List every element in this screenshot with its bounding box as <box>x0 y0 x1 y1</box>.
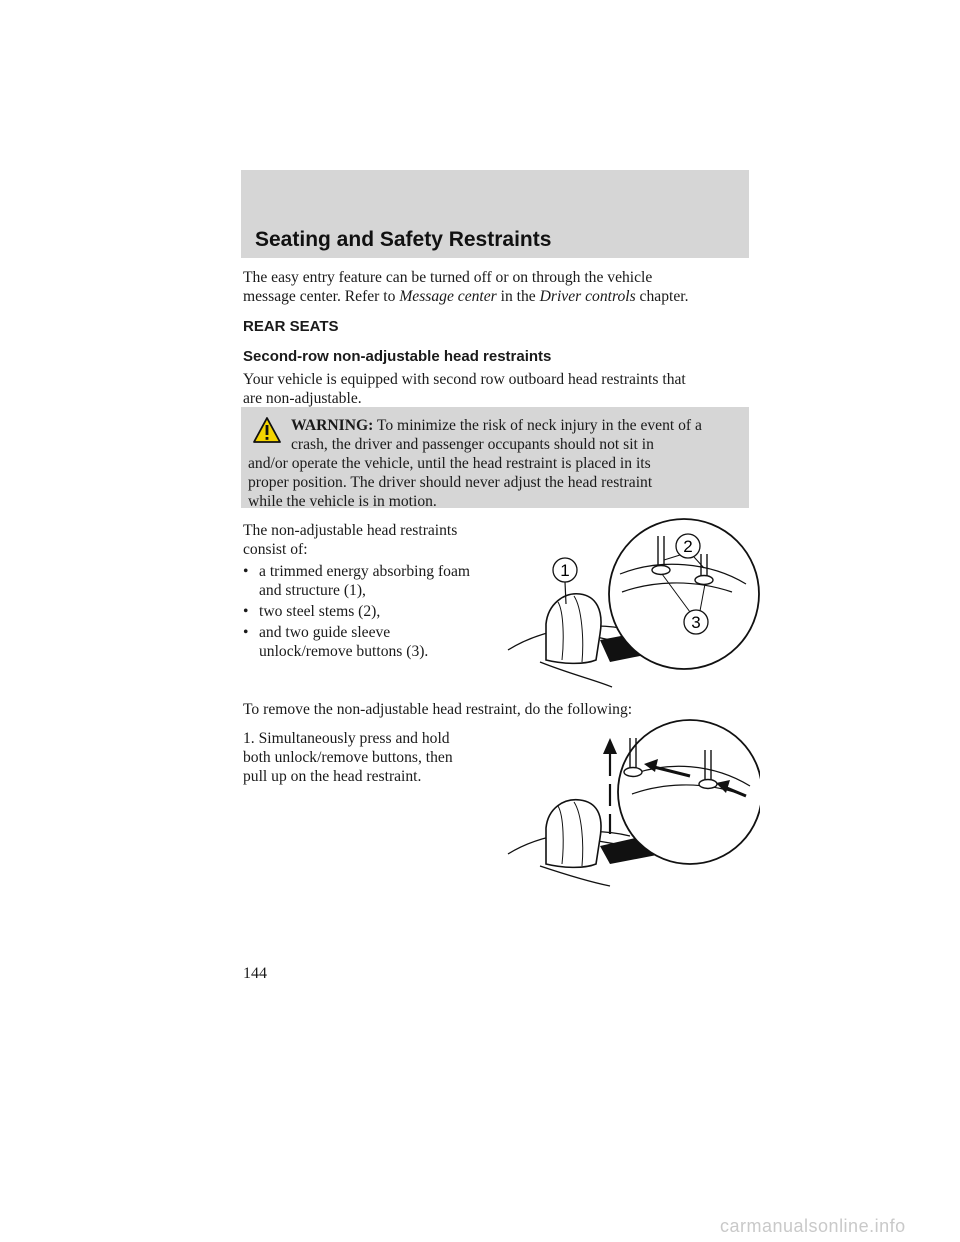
driver-controls-ref: Driver controls <box>539 288 636 305</box>
bullet: • <box>243 603 249 620</box>
head-restraint-removal-figure <box>500 714 760 892</box>
intro-line-2c: in the <box>496 288 540 305</box>
subheading: Second-row non-adjustable head restraints <box>243 348 552 365</box>
message-center-ref: Message center <box>399 288 497 305</box>
list-item: • and two guide sleeve unlock/remove buttons (3). <box>243 624 429 660</box>
intro-paragraph <box>243 268 753 306</box>
warning-line-5: while the vehicle is in motion. <box>248 493 437 510</box>
description-paragraph <box>243 370 753 408</box>
list-item: • a trimmed energy absorbing foam and structure (1), <box>243 563 471 599</box>
bullet: • <box>243 624 249 641</box>
removal-intro: To remove the non-adjustable head restraint, do the following: <box>243 701 633 718</box>
intro-line-1: The easy entry feature can be turned off or on through the vehicle <box>243 269 653 286</box>
section-heading: REAR SEATS <box>243 318 339 335</box>
list-item: • two steel stems (2), <box>243 603 381 620</box>
warning-line-2: crash, the driver and passenger occupants should not sit in <box>291 436 654 453</box>
bullet: • <box>243 563 249 580</box>
chapter-title: Seating and Safety Restraints <box>255 228 552 251</box>
warning-line-3: and/or operate the vehicle, until the head restraint is placed in its <box>248 455 651 472</box>
warning-line-4: proper position. The driver should never adjust the head restraint <box>248 474 653 491</box>
up-arrow-icon <box>603 738 617 754</box>
intro-line-2a: message center. Refer to <box>243 288 400 305</box>
footer-watermark: carmanualsonline.info <box>720 1216 906 1236</box>
page-number: 144 <box>243 965 267 982</box>
warning-label: WARNING: <box>291 417 374 434</box>
warning-line-1: WARNING: To minimize the risk of neck injury in the event of a <box>291 417 702 434</box>
removal-step-1: 1. Simultaneously press and hold both unlock/remove buttons, then pull up on the head restraint. <box>243 730 453 785</box>
components-intro: The non-adjustable head restraints consist of: <box>243 522 458 558</box>
callout-2-label: 2 <box>683 537 693 556</box>
head-restraint-components-figure <box>500 512 760 697</box>
warning-triangle-icon <box>252 416 282 444</box>
description-line-2: are non-adjustable. <box>243 390 362 407</box>
callout-3-label: 3 <box>691 613 701 632</box>
callout-1-label: 1 <box>560 561 570 580</box>
description-line-1: Your vehicle is equipped with second row outboard head restraints that <box>243 371 686 388</box>
intro-line-2e: chapter. <box>635 288 689 305</box>
